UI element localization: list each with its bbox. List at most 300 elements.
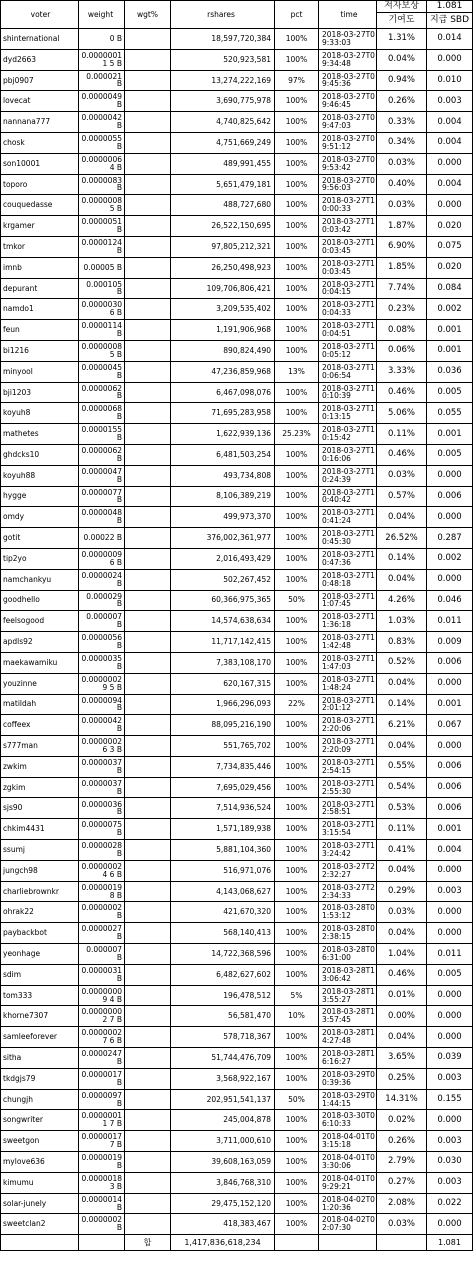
time-cell: 2018-03-27T09:47:03	[319, 112, 377, 133]
payout-sbd-cell: 0.000	[427, 153, 473, 174]
weight-cell: 0.0000036 B	[79, 798, 125, 819]
weight-cell: 0.00000177 B	[79, 1131, 125, 1152]
contribution-cell: 26.52%	[377, 528, 427, 549]
contribution-cell: 0.04%	[377, 1027, 427, 1048]
pct-cell: 100%	[275, 528, 319, 549]
weight-cell: 0.0000002 B	[79, 1214, 125, 1235]
sum-blank-time	[319, 1235, 377, 1251]
wgt-cell	[125, 132, 171, 153]
contribution-cell: 0.55%	[377, 756, 427, 777]
rshares-cell: 1,571,189,938	[171, 819, 275, 840]
rshares-cell: 6,467,098,076	[171, 382, 275, 403]
rshares-cell: 2,016,493,429	[171, 548, 275, 569]
rshares-cell: 5,651,479,181	[171, 174, 275, 195]
payout-sbd-cell: 0.011	[427, 611, 473, 632]
table-row	[1, 1027, 473, 1048]
voter-cell: zgkim	[1, 777, 79, 798]
weight-cell: 0.0000014 B	[79, 1193, 125, 1214]
voter-cell: nannana777	[1, 112, 79, 133]
payout-sbd-cell: 0.002	[427, 548, 473, 569]
header-rshares: rshares	[171, 1, 275, 29]
weight-cell: 0.00000002 7 B	[79, 1006, 125, 1027]
time-cell: 2018-03-27T10:10:39	[319, 382, 377, 403]
time-cell: 2018-03-27T09:45:36	[319, 70, 377, 91]
payout-sbd-cell: 0.005	[427, 964, 473, 985]
weight-cell: 0.000029 B	[79, 590, 125, 611]
weight-cell: 0.0000075 B	[79, 819, 125, 840]
pct-cell: 100%	[275, 236, 319, 257]
table-row	[1, 819, 473, 840]
rshares-cell: 1,966,296,093	[171, 694, 275, 715]
payout-sbd-cell: 0.004	[427, 840, 473, 861]
rshares-cell: 7,734,835,446	[171, 756, 275, 777]
voter-cell: dyd2663	[1, 49, 79, 70]
weight-cell: 0.0000017 B	[79, 1068, 125, 1089]
contribution-cell: 0.04%	[377, 569, 427, 590]
wgt-cell	[125, 736, 171, 757]
time-cell: 2018-03-29T00:39:36	[319, 1068, 377, 1089]
pct-cell: 100%	[275, 860, 319, 881]
wgt-cell	[125, 1027, 171, 1048]
pct-cell: 100%	[275, 195, 319, 216]
contribution-cell: 0.40%	[377, 174, 427, 195]
wgt-cell	[125, 673, 171, 694]
sum-row	[1, 1235, 473, 1251]
contribution-cell: 0.06%	[377, 340, 427, 361]
sum-blank-contrib	[377, 1235, 427, 1251]
voter-cell: chosk	[1, 132, 79, 153]
contribution-cell: 0.14%	[377, 548, 427, 569]
rshares-cell: 6,481,503,254	[171, 444, 275, 465]
table-row	[1, 340, 473, 361]
rshares-cell: 499,973,370	[171, 507, 275, 528]
time-cell: 2018-03-28T13:06:42	[319, 964, 377, 985]
voter-cell: imnb	[1, 257, 79, 278]
pct-cell: 100%	[275, 1152, 319, 1173]
wgt-cell	[125, 49, 171, 70]
payout-sbd-cell: 0.006	[427, 486, 473, 507]
weight-cell: 0.00000085 B	[79, 340, 125, 361]
wgt-cell	[125, 1089, 171, 1110]
time-cell: 2018-03-27T10:03:42	[319, 216, 377, 237]
time-cell: 2018-03-27T12:54:15	[319, 756, 377, 777]
pct-cell: 100%	[275, 1110, 319, 1131]
weight-cell: 0.000007 B	[79, 611, 125, 632]
contribution-cell: 14.31%	[377, 1089, 427, 1110]
wgt-cell	[125, 486, 171, 507]
voter-cell: coffeex	[1, 715, 79, 736]
sum-rshares: 1,417,836,618,234	[171, 1235, 275, 1251]
contribution-cell: 0.04%	[377, 49, 427, 70]
pct-cell: 50%	[275, 1089, 319, 1110]
contribution-cell: 0.08%	[377, 320, 427, 341]
rshares-cell: 620,167,315	[171, 673, 275, 694]
rshares-cell: 4,143,068,627	[171, 881, 275, 902]
table-row	[1, 486, 473, 507]
weight-cell: 0.0000042 B	[79, 112, 125, 133]
sum-label: 합	[125, 1235, 171, 1251]
contribution-cell: 0.33%	[377, 112, 427, 133]
sum-blank-voter	[1, 1235, 79, 1251]
weight-cell: 0.0000037 B	[79, 756, 125, 777]
contribution-cell: 0.04%	[377, 736, 427, 757]
table-row	[1, 299, 473, 320]
time-cell: 2018-03-27T22:34:33	[319, 881, 377, 902]
rshares-cell: 4,751,669,249	[171, 132, 275, 153]
time-cell: 2018-03-28T13:57:45	[319, 1006, 377, 1027]
wgt-cell	[125, 798, 171, 819]
pct-cell: 100%	[275, 756, 319, 777]
table-row	[1, 465, 473, 486]
contribution-cell: 0.57%	[377, 486, 427, 507]
table-row	[1, 964, 473, 985]
time-cell: 2018-03-27T10:47:36	[319, 548, 377, 569]
contribution-cell: 0.03%	[377, 902, 427, 923]
wgt-cell	[125, 944, 171, 965]
payout-sbd-cell: 0.003	[427, 1068, 473, 1089]
payout-sbd-cell: 0.010	[427, 70, 473, 91]
weight-cell: 0.0000068 B	[79, 403, 125, 424]
wgt-cell	[125, 985, 171, 1006]
wgt-cell	[125, 840, 171, 861]
contribution-cell: 1.03%	[377, 611, 427, 632]
rshares-cell: 60,366,975,365	[171, 590, 275, 611]
table-row	[1, 902, 473, 923]
weight-cell: 0.0000124 B	[79, 236, 125, 257]
rshares-cell: 13,274,222,169	[171, 70, 275, 91]
voter-cell: omdy	[1, 507, 79, 528]
payout-sbd-cell: 0.009	[427, 632, 473, 653]
voter-cell: krgamer	[1, 216, 79, 237]
time-cell: 2018-03-27T09:53:42	[319, 153, 377, 174]
table-row	[1, 673, 473, 694]
time-cell: 2018-03-27T09:56:03	[319, 174, 377, 195]
voter-cell: ohrak22	[1, 902, 79, 923]
wgt-cell	[125, 528, 171, 549]
wgt-cell	[125, 444, 171, 465]
rshares-cell: 1,191,906,968	[171, 320, 275, 341]
voter-cell: samleeforever	[1, 1027, 79, 1048]
weight-cell: 0.0000019 B	[79, 1152, 125, 1173]
header-contribution: 기여도	[377, 13, 427, 29]
payout-sbd-cell: 0.005	[427, 382, 473, 403]
time-cell: 2018-03-27T10:03:45	[319, 236, 377, 257]
weight-cell: 0.0000045 B	[79, 361, 125, 382]
contribution-cell: 0.03%	[377, 1214, 427, 1235]
pct-cell: 13%	[275, 361, 319, 382]
time-cell: 2018-03-27T12:20:06	[319, 715, 377, 736]
pct-cell: 100%	[275, 132, 319, 153]
table-row	[1, 985, 473, 1006]
voter-cell: charliebrownkr	[1, 881, 79, 902]
weight-cell: 0.0000049 B	[79, 91, 125, 112]
payout-sbd-cell: 0.000	[427, 1006, 473, 1027]
contribution-cell: 0.01%	[377, 985, 427, 1006]
pct-cell: 100%	[275, 840, 319, 861]
contribution-cell: 0.54%	[377, 777, 427, 798]
pct-cell: 100%	[275, 881, 319, 902]
contribution-cell: 7.74%	[377, 278, 427, 299]
voter-cell: koyuh88	[1, 465, 79, 486]
payout-sbd-cell: 0.055	[427, 403, 473, 424]
time-cell: 2018-03-27T10:00:33	[319, 195, 377, 216]
table-row	[1, 424, 473, 445]
rshares-cell: 568,140,413	[171, 923, 275, 944]
voter-cell: lovecat	[1, 91, 79, 112]
contribution-cell: 0.46%	[377, 444, 427, 465]
voter-cell: zwkim	[1, 756, 79, 777]
table-row	[1, 777, 473, 798]
wgt-cell	[125, 1006, 171, 1027]
contribution-cell: 0.14%	[377, 694, 427, 715]
contribution-cell: 0.25%	[377, 1068, 427, 1089]
wgt-cell	[125, 507, 171, 528]
payout-sbd-cell: 0.022	[427, 1193, 473, 1214]
table-row	[1, 257, 473, 278]
author-reward-label: 저자보상	[377, 1, 427, 13]
voter-cell: depurant	[1, 278, 79, 299]
wgt-cell	[125, 1193, 171, 1214]
payout-sbd-cell: 0.003	[427, 1172, 473, 1193]
voter-cell: tmkor	[1, 236, 79, 257]
table-row	[1, 736, 473, 757]
table-row	[1, 1068, 473, 1089]
weight-cell: 0.0000002 B	[79, 902, 125, 923]
table-row	[1, 320, 473, 341]
time-cell: 2018-03-27T10:04:51	[319, 320, 377, 341]
payout-sbd-cell: 0.005	[427, 444, 473, 465]
table-row	[1, 798, 473, 819]
payout-sbd-cell: 0.036	[427, 361, 473, 382]
weight-cell: 0.00000029 5 B	[79, 673, 125, 694]
voter-cell: pbj0907	[1, 70, 79, 91]
rshares-cell: 7,695,029,456	[171, 777, 275, 798]
rshares-cell: 71,695,283,958	[171, 403, 275, 424]
voter-cell: youzinne	[1, 673, 79, 694]
weight-cell: 0.000021 B	[79, 70, 125, 91]
contribution-cell: 0.04%	[377, 923, 427, 944]
voter-cell: maekawamiku	[1, 652, 79, 673]
time-cell: 2018-03-28T13:55:27	[319, 985, 377, 1006]
table-row	[1, 1172, 473, 1193]
voter-cell: sdim	[1, 964, 79, 985]
contribution-cell: 1.04%	[377, 944, 427, 965]
table-row	[1, 382, 473, 403]
weight-cell: 0.000007 B	[79, 944, 125, 965]
wgt-cell	[125, 611, 171, 632]
pct-cell: 100%	[275, 444, 319, 465]
table-row	[1, 569, 473, 590]
time-cell: 2018-03-27T22:32:27	[319, 860, 377, 881]
table-row	[1, 91, 473, 112]
time-cell: 2018-03-27T12:55:30	[319, 777, 377, 798]
table-row	[1, 923, 473, 944]
rshares-cell: 97,805,212,321	[171, 236, 275, 257]
pct-cell: 100%	[275, 777, 319, 798]
contribution-cell: 0.11%	[377, 424, 427, 445]
pct-cell: 100%	[275, 486, 319, 507]
weight-cell: 0.00000026 3 B	[79, 736, 125, 757]
table-row	[1, 715, 473, 736]
pct-cell: 5%	[275, 985, 319, 1006]
wgt-cell	[125, 1110, 171, 1131]
wgt-cell	[125, 91, 171, 112]
payout-sbd-cell: 0.075	[427, 236, 473, 257]
pct-cell: 100%	[275, 673, 319, 694]
contribution-cell: 0.46%	[377, 382, 427, 403]
payout-sbd-cell: 0.000	[427, 902, 473, 923]
contribution-cell: 1.85%	[377, 257, 427, 278]
time-cell: 2018-04-02T02:07:30	[319, 1214, 377, 1235]
payout-sbd-cell: 0.067	[427, 715, 473, 736]
payout-sbd-cell: 0.000	[427, 736, 473, 757]
rshares-cell: 5,881,104,360	[171, 840, 275, 861]
voter-cell: hygge	[1, 486, 79, 507]
table-row	[1, 611, 473, 632]
voter-cell: mylove636	[1, 1152, 79, 1173]
voter-cell: minyool	[1, 361, 79, 382]
contribution-cell: 0.04%	[377, 673, 427, 694]
weight-cell: 0.0000051 B	[79, 216, 125, 237]
weight-cell: 0.00000064 B	[79, 153, 125, 174]
wgt-cell	[125, 590, 171, 611]
pct-cell: 97%	[275, 70, 319, 91]
payout-sbd-cell: 0.000	[427, 985, 473, 1006]
contribution-cell: 0.02%	[377, 1110, 427, 1131]
time-cell: 2018-03-27T09:46:45	[319, 91, 377, 112]
wgt-cell	[125, 632, 171, 653]
time-cell: 2018-03-27T11:42:48	[319, 632, 377, 653]
voter-cell: sweetgon	[1, 1131, 79, 1152]
contribution-cell: 0.04%	[377, 860, 427, 881]
voter-cell: chungjh	[1, 1089, 79, 1110]
contribution-cell: 0.26%	[377, 1131, 427, 1152]
voter-cell: feelsogood	[1, 611, 79, 632]
rshares-cell: 516,971,076	[171, 860, 275, 881]
pct-cell: 100%	[275, 507, 319, 528]
table-row	[1, 174, 473, 195]
time-cell: 2018-03-28T16:16:27	[319, 1048, 377, 1069]
table-row	[1, 29, 473, 50]
contribution-cell: 3.65%	[377, 1048, 427, 1069]
table-row	[1, 444, 473, 465]
header-pct: pct	[275, 1, 319, 29]
weight-cell: 0.0000083 B	[79, 174, 125, 195]
weight-cell: 0.0000062 B	[79, 444, 125, 465]
voter-cell: ssumj	[1, 840, 79, 861]
contribution-cell: 0.94%	[377, 70, 427, 91]
weight-cell: 0.0000042 B	[79, 715, 125, 736]
voter-cell: solar-junely	[1, 1193, 79, 1214]
wgt-cell	[125, 403, 171, 424]
pct-cell: 100%	[275, 923, 319, 944]
rshares-cell: 1,622,939,136	[171, 424, 275, 445]
pct-cell: 100%	[275, 49, 319, 70]
rshares-cell: 18,597,720,384	[171, 29, 275, 50]
payout-sbd-cell: 0.001	[427, 424, 473, 445]
sum-blank-weight	[79, 1235, 125, 1251]
voter-cell: couquedasse	[1, 195, 79, 216]
payout-sbd-cell: 0.006	[427, 798, 473, 819]
payout-sbd-cell: 0.084	[427, 278, 473, 299]
wgt-cell	[125, 902, 171, 923]
table-row	[1, 860, 473, 881]
rshares-cell: 502,267,452	[171, 569, 275, 590]
weight-cell: 0.00000011 5 B	[79, 49, 125, 70]
table-row	[1, 507, 473, 528]
table-row	[1, 1089, 473, 1110]
rshares-cell: 551,765,702	[171, 736, 275, 757]
rshares-cell: 245,004,878	[171, 1110, 275, 1131]
time-cell: 2018-03-28T06:31:00	[319, 944, 377, 965]
rshares-cell: 421,670,320	[171, 902, 275, 923]
time-cell: 2018-03-27T10:48:18	[319, 569, 377, 590]
voter-cell: bji1203	[1, 382, 79, 403]
voter-cell: son10001	[1, 153, 79, 174]
pct-cell: 100%	[275, 1068, 319, 1089]
author-reward-value: 1.081	[427, 1, 473, 13]
table-row	[1, 1152, 473, 1173]
pct-cell: 100%	[275, 944, 319, 965]
wgt-cell	[125, 1048, 171, 1069]
time-cell: 2018-03-27T12:58:51	[319, 798, 377, 819]
wgt-cell	[125, 340, 171, 361]
rshares-cell: 109,706,806,421	[171, 278, 275, 299]
pct-cell: 100%	[275, 153, 319, 174]
pct-cell: 100%	[275, 299, 319, 320]
contribution-cell: 0.04%	[377, 507, 427, 528]
voter-cell: songwriter	[1, 1110, 79, 1131]
pct-cell: 100%	[275, 736, 319, 757]
time-cell: 2018-03-27T11:47:03	[319, 652, 377, 673]
voter-cell: sjs90	[1, 798, 79, 819]
voter-cell: paybackbot	[1, 923, 79, 944]
voter-cell: jungch98	[1, 860, 79, 881]
contribution-cell: 0.46%	[377, 964, 427, 985]
payout-sbd-cell: 0.014	[427, 29, 473, 50]
voter-cell: matildah	[1, 694, 79, 715]
rshares-cell: 29,475,152,120	[171, 1193, 275, 1214]
wgt-cell	[125, 465, 171, 486]
time-cell: 2018-03-27T09:33:03	[319, 29, 377, 50]
pct-cell: 100%	[275, 465, 319, 486]
pct-cell: 100%	[275, 1214, 319, 1235]
time-cell: 2018-03-27T10:04:33	[319, 299, 377, 320]
weight-cell: 0.0000155 B	[79, 424, 125, 445]
rshares-cell: 578,718,367	[171, 1027, 275, 1048]
payout-sbd-cell: 0.006	[427, 652, 473, 673]
table-row	[1, 756, 473, 777]
rshares-cell: 488,727,680	[171, 195, 275, 216]
time-cell: 2018-03-27T10:40:42	[319, 486, 377, 507]
pct-cell: 100%	[275, 1027, 319, 1048]
contribution-cell: 0.03%	[377, 465, 427, 486]
time-cell: 2018-03-27T10:03:45	[319, 257, 377, 278]
pct-cell: 100%	[275, 382, 319, 403]
time-cell: 2018-03-29T01:44:15	[319, 1089, 377, 1110]
wgt-cell	[125, 257, 171, 278]
weight-cell: 0.0000077 B	[79, 486, 125, 507]
time-cell: 2018-03-27T11:36:18	[319, 611, 377, 632]
voter-cell: yeonhage	[1, 944, 79, 965]
wgt-cell	[125, 1172, 171, 1193]
payout-sbd-cell: 0.020	[427, 257, 473, 278]
pct-cell: 100%	[275, 1172, 319, 1193]
payout-sbd-cell: 0.046	[427, 590, 473, 611]
pct-cell: 100%	[275, 902, 319, 923]
voter-cell: goodhello	[1, 590, 79, 611]
time-cell: 2018-04-01T03:15:18	[319, 1131, 377, 1152]
